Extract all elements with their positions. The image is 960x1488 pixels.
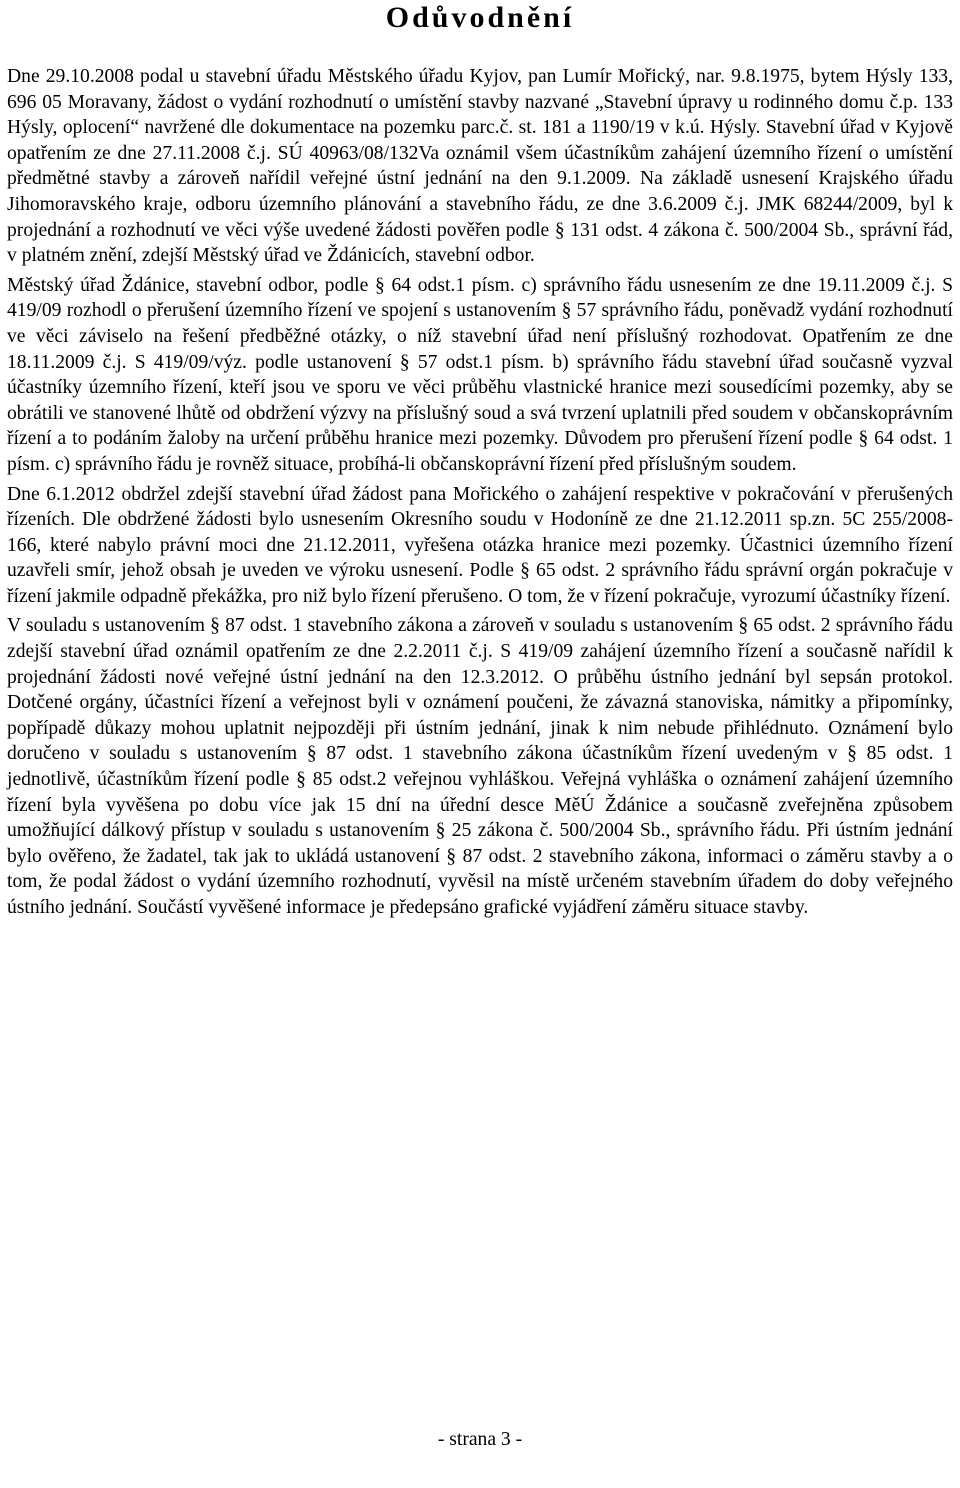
paragraph: V souladu s ustanovením § 87 odst. 1 stavebního zákona a zároveň v souladu s ustanovením § 65 odst. 2 správního řádu zdejší stavební úřad oznámil opatřením ze dne 2.2.2011 č.j. S 419/09 zahájení územního řízení a současně nařídil k projednání žádosti nové veřejné ústní jednání na den 12.3.2012. O průběhu ústního jednání byl sepsán protokol. Dotčené orgány, účastníci řízení a veřejnost byli v oznámení poučeni, že závazná stanoviska, námitky a připomínky, popřípadě důkazy mohou uplatnit nejpozději při ústním jednání, jinak k nim nebude přihlédnuto. Oznámení bylo doručeno v souladu s ustanovením § 87 odst. 1 stavebního zákona účastníkům řízení uvedeným v § 85 odst. 1 jednotlivě, účastníkům řízení podle § 85 odst.2 veřejnou vyhláškou. Veřejná vyhláška o oznámení zahájení územního řízení byla vyvěšena po dobu více jak 15 dní na úřední desce MěÚ Ždánice a současně zveřejněna způsobem umožňující dálkový přístup v souladu s ustanovením § 25 zákona č. 500/2004 Sb., správního řádu. Při ústním jednání bylo ověřeno, že žadatel, tak jak to ukládá ustanovení § 87 odst. 2 stavebního zákona, informaci o záměru stavby a o tom, že podal žádost o vydání územního rozhodnutí, vyvěsil na místě určeném stavebním úřadem do doby veřejného ústního jednání. Součástí vyvěšené informace je předepsáno grafické vyjádření záměru situace stavby. [7, 615, 953, 918]
paragraph: Dne 6.1.2012 obdržel zdejší stavební úřad žádost pana Mořického o zahájení respektive v pokračování v přerušených řízeních. Dle obdržené žádosti bylo usnesením Okresního soudu v Hodoníně ze dne 21.12.2011 sp.zn. 5C 255/2008-166, které nabylo právní moci dne 21.12.2011, vyřešena otázka hranice mezi pozemky. Účastnici územního řízení uzavřeli smír, jehož obsah je uveden ve výroku usnesení. Podle § 65 odst. 2 správního řádu správní orgán pokračuje v řízení jakmile odpadně překážka, pro niž bylo řízení přerušeno. O tom, že v řízení pokračuje, vyrozumí účastníky řízení. [7, 483, 953, 607]
paragraph: Městský úřad Ždánice, stavební odbor, podle § 64 odst.1 písm. c) správního řádu usnesením ze dne 19.11.2009 č.j. S 419/09 rozhodl o přerušení územního řízení ve spojení s ustanovením § 57 správního řádu, poněvadž vydání rozhodnutí ve věci záviselo na řešení předběžné otázky, o níž stavební úřad není příslušný rozhodovat. Opatřením ze dne 18.11.2009 č.j. S 419/09/výz. podle ustanovení § 57 odst.1 písm. b) správního řádu stavební úřad současně vyzval účastníky územního řízení, kteří jsou ve sporu ve věci průběhu vlastnické hranice mezi sousedícími pozemky, aby se obrátili ve stanovené lhůtě od obdržení výzvy na příslušný soud a svá tvrzení uplatnili před soudem v občanskoprávním řízení a to podáním žaloby na určení průběhu hranice mezi pozemky. Důvodem pro přerušení řízení podle § 64 odst. 1 písm. c) správního řádu je rovněž situace, probíhá-li občanskoprávní řízení před příslušným soudem. [7, 274, 953, 475]
paragraph: Dne 29.10.2008 podal u stavební úřadu Městského úřadu Kyjov, pan Lumír Mořický, nar. 9.8.1975, bytem Hýsly 133, 696 05 Moravany, žádost o vydání rozhodnutí o umístění stavby nazvané „Stavební úpravy u rodinného domu č.p. 133 Hýsly, oplocení“ navržené dle dokumentace na pozemku parc.č. st. 181 a 1190/19 v k.ú. Hýsly. Stavební úřad v Kyjově opatřením ze dne 27.11.2008 č.j. SÚ 40963/08/132Va oznámil všem účastníkům zahájení územního řízení o umístění předmětné stavby a zároveň nařídil veřejné ústní jednání na den 9.1.2009. Na základě usnesení Krajského úřadu Jihomoravského kraje, odboru územního plánování a stavebního řádu, ze dne 3.6.2009 č.j. JMK 68244/2009, byl k projednání a rozhodnutí ve věci výše uvedené žádosti pověřen podle § 131 odst. 4 zákona č. 500/2004 Sb., správní řád, v platném znění, zdejší Městský úřad ve Ždánicích, stavební odbor. [7, 66, 953, 267]
page-title: Odůvodnění [385, 1, 575, 34]
page-number-footer: - strana 3 - [437, 1429, 523, 1450]
document-body [7, 64, 953, 921]
